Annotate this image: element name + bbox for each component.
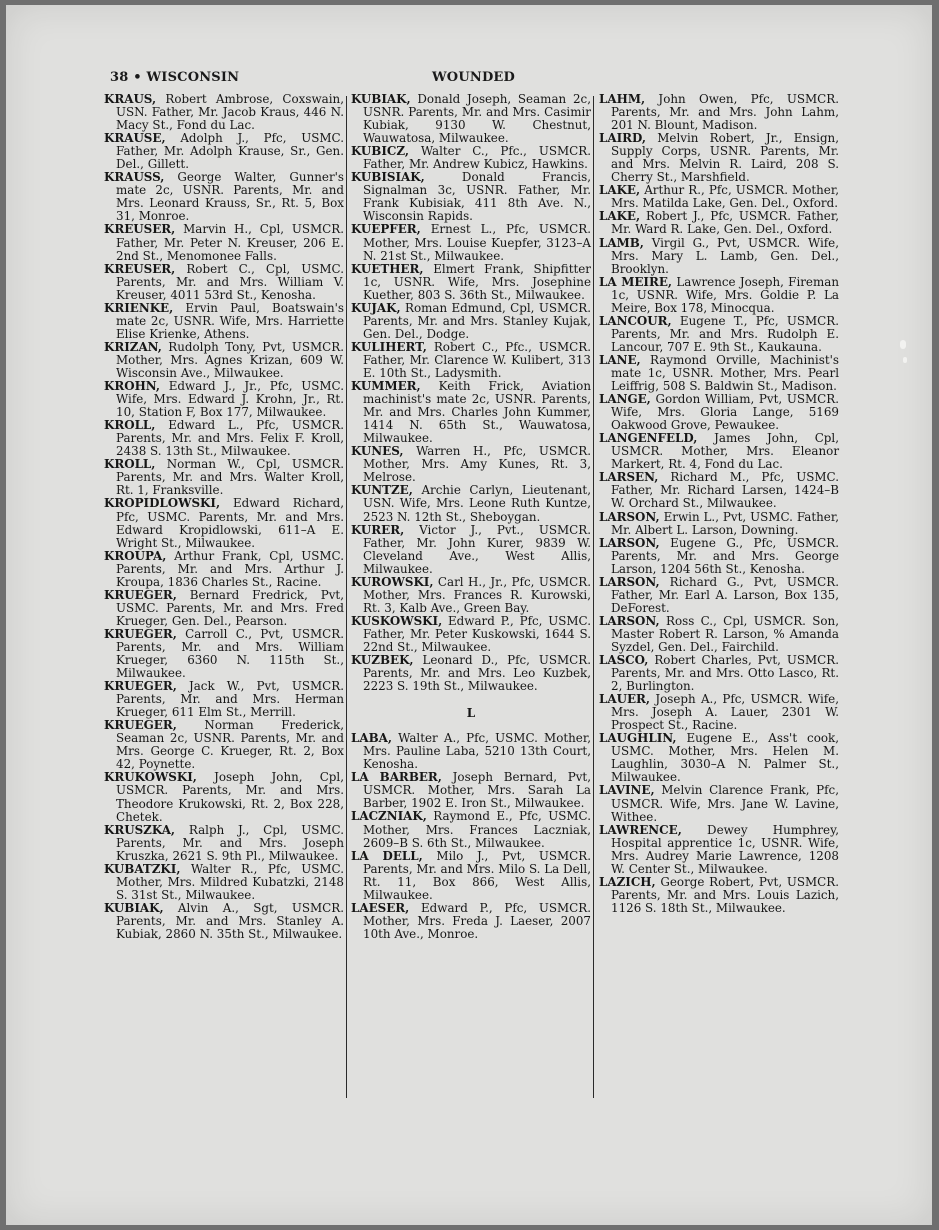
casualty-entry [351,223,591,262]
entry-details: Arthur R., Pfc, USMCR. Mother, Mrs. Matilda Lake, Gen. Del., Oxford. [611,183,839,211]
surname: LAUGHLIN, [599,731,677,746]
column-2 [351,93,591,941]
casualty-entry [104,223,344,262]
surname: LARSON, [599,509,660,524]
entry-details: Keith Frick, Aviation machinist's mate 2c, USNR. Parents, Mr. and Mrs. Charles John Kummer, 1414 N. 65th St., Wauwatosa, Milwaukee. [363,379,591,446]
casualty-entry [599,237,839,276]
surname: KRAUS, [104,92,157,106]
surname: KROLL, [104,418,156,433]
casualty-entry [104,93,344,132]
entry-details: Raymond E., Pfc, USMC. Mother, Mrs. Frances Laczniak, 2609–B S. 6th St., Milwaukee. [363,809,591,850]
entry-details: Alvin A., Sgt, USMCR. Parents, Mr. and Mrs. Stanley A. Kubiak, 2860 N. 35th St., Milwaukee. [116,900,344,941]
entry-details: Robert J., Pfc, USMCR. Father, Mr. Ward R. Lake, Gen. Del., Oxford. [611,209,839,237]
casualty-entry [351,171,591,223]
entry-details: John Owen, Pfc, USMCR. Parents, Mr. and Mrs. John Lahm, 201 N. Blount, Madison. [611,92,839,133]
surname: LA MEIRE, [599,274,673,289]
casualty-entry [599,184,839,210]
casualty-entry [351,732,591,771]
entry-details: Melvin Robert, Jr., Ensign, Supply Corps, USNR. Parents, Mr. and Mrs. Melvin R. Laird, 208 S. Cherry St., Marshfield. [611,131,839,185]
entry-details: Robert C., Cpl, USMC. Parents, Mr. and Mrs. William V. Kreuser, 4011 53rd St., Kenosha. [116,261,344,302]
casualty-entry [599,732,839,784]
surname: KROHN, [104,379,161,394]
surname: KUBICZ, [351,144,409,159]
surname: KUNES, [351,444,404,459]
state-name: WISCONSIN [146,70,240,85]
casualty-entry [104,497,344,549]
casualty-entry [599,876,839,915]
entry-details: Raymond Orville, Machinist's mate 1c, USNR. Mother, Mrs. Pearl Leiffrig, 508 S. Baldwin St., Madison. [611,352,839,394]
surname: KUEPFER, [351,222,421,237]
entry-details: Joseph Bernard, Pvt, USMCR. Mother, Mrs. Sarah La Barber, 1902 E. Iron St., Milwaukee. [363,770,591,811]
casualty-entry [104,132,344,171]
entry-details: Walter C., Pfc., USMCR. Father, Mr. Andrew Kubicz, Hawkins. [363,144,591,172]
surname: KUBATZKI, [104,861,181,876]
surname: KULIHERT, [351,339,427,354]
entry-details: Elmert Frank, Shipfitter 1c, USNR. Wife, Mrs. Josephine Kuether, 803 S. 36th St., Milwaukee. [363,261,591,302]
casualty-entry [599,354,839,393]
casualty-entry [599,824,839,876]
surname: LAZICH, [599,874,656,889]
page-header-left [110,70,239,85]
entry-details: Robert C., Pfc., USMCR. Father, Mr. Clarence W. Kulibert, 313 E. 10th St., Ladysmith. [363,339,591,380]
surname: LAKE, [599,209,641,224]
entry-details: Donald Joseph, Seaman 2c, USNR. Parents, Mr. and Mrs. Casimir Kubiak, 9130 W. Chestnut, Wauwatosa, Milwaukee. [363,92,591,146]
surname: KUROWSKI, [351,574,434,589]
entry-details: Edward L., Pfc, USMCR. Parents, Mr. and Mrs. Felix F. Kroll, 2438 S. 13th St., Milwaukee. [116,418,344,459]
entry-details: Walter A., Pfc, USMC. Mother, Mrs. Pauline Laba, 5210 13th Court, Kenosha. [363,731,591,772]
casualty-entry [104,771,344,823]
entry-details: Warren H., Pfc, USMCR. Mother, Mrs. Amy Kunes, Rt. 3, Melrose. [363,444,591,485]
casualty-entry [599,784,839,823]
surname: KRUEGER, [104,626,177,641]
casualty-entry [104,550,344,589]
casualty-entry [104,824,344,863]
surname: LAESER, [351,900,410,915]
entry-details: Erwin L., Pvt, USMC. Father, Mr. Albert L. Larson, Downing. [611,509,839,537]
entry-details: Donald Francis, Signalman 3c, USNR. Father, Mr. Frank Kubisiak, 411 8th Ave. N., Wisconsin Rapids. [363,170,591,224]
section-letter: L [466,706,476,721]
entry-details: Eugene E., Ass't cook, USMC. Mother, Mrs. Helen M. Laughlin, 3030–A N. Palmer St., Milwaukee. [611,731,839,785]
casualty-entry [599,393,839,432]
page-number: 38 [110,70,129,85]
entry-details: Archie Carlyn, Lieutenant, USN. Wife, Mrs. Leone Ruth Kuntze, 2523 N. 12th St., Sheboygan. [363,483,591,524]
surname: LARSON, [599,613,660,628]
casualty-entry [599,132,839,184]
entry-details: Rudolph Tony, Pvt, USMCR. Mother, Mrs. Agnes Krizan, 609 W. Wisconsin Ave., Milwaukee. [116,339,344,380]
surname: KUBIAK, [104,900,164,915]
surname: KREUSER, [104,222,176,237]
entry-details: Marvin H., Cpl, USMCR. Father, Mr. Peter N. Kreuser, 206 E. 2nd St., Menomonee Falls. [116,222,344,263]
casualty-entry [351,902,591,941]
casualty-entry [104,719,344,771]
entry-details: Eugene G., Pfc, USMCR. Parents, Mr. and Mrs. George Larson, 1204 56th St., Kenosha. [611,535,839,576]
casualty-entry [599,210,839,236]
casualty-entry [351,810,591,849]
surname: KRAUSS, [104,170,165,185]
surname: LA BARBER, [351,770,442,785]
entry-details: Virgil G., Pvt, USMCR. Wife, Mrs. Mary L. Lamb, Gen. Del., Brooklyn. [611,235,839,276]
entry-details: Leonard D., Pfc, USMCR. Parents, Mr. and Mrs. Leo Kuzbek, 2223 S. 19th St., Milwaukee. [363,653,591,694]
casualty-entry [599,93,839,132]
surname: LANE, [599,352,641,367]
paper-blemish [903,357,907,363]
entry-details: Richard G., Pvt, USMCR. Father, Mr. Earl A. Larson, Box 135, DeForest. [611,574,839,615]
surname: KRUEGER, [104,679,177,694]
entry-details: Bernard Fredrick, Pvt, USMC. Parents, Mr. and Mrs. Fred Krueger, Gen. Del., Pearson. [116,587,344,628]
entry-details: Walter R., Pfc, USMC. Mother, Mrs. Mildred Kubatzki, 2148 S. 31st St., Milwaukee. [116,861,344,902]
surname: KURER, [351,522,405,537]
surname: KUNTZE, [351,483,413,498]
entry-details: Roman Edmund, Cpl, USMCR. Parents, Mr. and Mrs. Stanley Kujak, Gen. Del., Dodge. [363,300,591,341]
entry-details: Edward J., Jr., Pfc, USMC. Wife, Mrs. Edward J. Krohn, Jr., Rt. 10, Station F, Box 177, Milwaukee. [116,379,344,420]
casualty-entry [351,484,591,523]
entry-details: Eugene T., Pfc, USMCR. Parents, Mr. and Mrs. Rudolph E. Lancour, 707 E. 9th St., Kaukauna. [611,313,839,354]
surname: KRUSZKA, [104,822,176,837]
entry-details: Ernest L., Pfc, USMCR. Mother, Mrs. Louise Kuepfer, 3123–A N. 21st St., Milwaukee. [363,222,591,263]
casualty-entry [104,263,344,302]
surname: LANGENFELD, [599,431,698,446]
casualty-entry [104,680,344,719]
surname: KUSKOWSKI, [351,613,443,628]
surname: KROPIDLOWSKI, [104,496,221,511]
entry-details: Gordon William, Pvt, USMCR. Wife, Mrs. Gloria Lange, 5169 Oakwood Grove, Pewaukee. [611,392,839,433]
casualty-entry [599,576,839,615]
casualty-entry [351,771,591,810]
casualty-entry [599,615,839,654]
surname: KUMMER, [351,379,421,394]
entry-details: George Walter, Gunner's mate 2c, USNR. Parents, Mr. and Mrs. Leonard Krauss, Sr., Rt. 5, Box 31, Monroe. [116,170,344,224]
surname: LARSON, [599,535,660,550]
casualty-entry [599,511,839,537]
casualty-entry [104,589,344,628]
entry-details: Ross C., Cpl, USMCR. Son, Master Robert R. Larson, % Amanda Syzdel, Gen. Del., Fairchild. [611,613,839,654]
entry-details: George Robert, Pvt, USMCR. Parents, Mr. and Mrs. Louis Lazich, 1126 S. 18th St., Milwaukee. [611,874,839,915]
surname: LANCOUR, [599,313,672,328]
casualty-entry [351,341,591,380]
casualty-entry [351,302,591,341]
entry-details: Carroll C., Pvt, USMCR. Parents, Mr. and Mrs. William Krueger, 6360 N. 115th St., Milwaukee. [116,626,344,681]
surname: LANGE, [599,392,651,407]
casualty-entry [104,171,344,223]
surname: LABA, [351,731,393,746]
entry-details: Ervin Paul, Boatswain's mate 2c, USNR. Wife, Mrs. Harriette Elise Krienke, Athens. [116,300,344,341]
casualty-entry [104,902,344,941]
casualty-entry [351,654,591,693]
surname: KRIZAN, [104,339,162,354]
surname: KUJAK, [351,300,401,315]
surname: LAIRD, [599,131,647,146]
entry-details: Norman Frederick, Seaman 2c, USNR. Parents, Mr. and Mrs. George C. Krueger, Rt. 2, Box 42, Poynette. [116,718,344,772]
entry-details: Edward P., Pfc, USMCR. Mother, Mrs. Freda J. Laeser, 2007 10th Ave., Monroe. [363,900,591,941]
column-1 [104,93,344,941]
section-title: WOUNDED [432,70,515,85]
surname: KREUSER, [104,261,176,276]
surname: KRUEGER, [104,587,177,602]
surname: KRIENKE, [104,300,174,315]
surname: LAMB, [599,235,644,250]
casualty-entry [599,693,839,732]
surname: LAUER, [599,692,651,707]
casualty-entry [104,863,344,902]
entry-details: Adolph J., Pfc, USMC. Father, Mr. Adolph Krause, Sr., Gen. Del., Gillett. [116,131,344,172]
casualty-entry [351,850,591,902]
surname: LARSEN, [599,470,659,485]
surname: KRUKOWSKI, [104,770,197,785]
casualty-entry [351,380,591,445]
entry-details: James John, Cpl, USMCR. Mother, Mrs. Eleanor Markert, Rt. 4, Fond du Lac. [611,431,839,472]
surname: LA DELL, [351,848,423,863]
casualty-entry [104,419,344,458]
surname: LAVINE, [599,783,655,798]
surname: KUZBEK, [351,653,414,668]
separator-bullet: • [133,70,142,85]
casualty-entry [104,380,344,419]
entry-details: Arthur Frank, Cpl, USMC. Parents, Mr. and Mrs. Arthur J. Kroupa, 1836 Charles St., Racine. [116,548,344,589]
casualty-entry [351,145,591,171]
surname: LARSON, [599,574,660,589]
paper-blemish [900,340,906,349]
casualty-entry [599,654,839,693]
casualty-entry [104,341,344,380]
entry-details: Dewey Humphrey, Hospital apprentice 1c, USNR. Wife, Mrs. Audrey Marie Lawrence, 1208 W. Center St., Milwaukee. [611,822,839,876]
entry-details: Edward P., Pfc, USMC. Father, Mr. Peter Kuskowski, 1644 S. 22nd St., Milwaukee. [363,613,591,654]
surname: KUBIAK, [351,92,411,106]
surname: KRUEGER, [104,718,177,733]
casualty-entry [104,628,344,680]
surname: LAKE, [599,183,641,198]
casualty-entry [351,576,591,615]
surname: LAWRENCE, [599,822,682,837]
casualty-entry [599,537,839,576]
surname: KUBISIAK, [351,170,425,185]
entry-details: Edward Richard, Pfc, USMC. Parents, Mr. and Mrs. Edward Kropidlowski, 611–A E. Wright St., Milwaukee. [116,496,344,550]
casualty-entry [351,524,591,576]
surname: LASCO, [599,653,649,668]
casualty-entry [599,471,839,510]
entry-details: Robert Charles, Pvt, USMCR. Parents, Mr. and Mrs. Otto Lasco, Rt. 2, Burlington. [611,653,839,694]
page-header [110,70,840,88]
entry-details: Norman W., Cpl, USMCR. Parents, Mr. and Mrs. Walter Kroll, Rt. 1, Franksville. [116,457,344,498]
column-rule [346,96,347,1098]
casualty-entry [599,276,839,315]
entry-details: Carl H., Jr., Pfc, USMCR. Mother, Mrs. Frances R. Kurowski, Rt. 3, Kalb Ave., Green Bay. [363,574,591,615]
entry-details: Richard M., Pfc, USMC. Father, Mr. Richard Larsen, 1424–B W. Orchard St., Milwaukee. [611,470,839,511]
surname: LACZNIAK, [351,809,427,824]
casualty-entry [351,263,591,302]
entry-details: Ralph J., Cpl, USMC. Parents, Mr. and Mrs. Joseph Kruszka, 2621 S. 9th Pl., Milwaukee. [116,822,344,863]
entry-details: Jack W., Pvt, USMCR. Parents, Mr. and Mrs. Herman Krueger, 611 Elm St., Merrill. [116,679,344,720]
casualty-entry [104,458,344,497]
surname: KROUPA, [104,548,167,563]
surname: KRAUSE, [104,131,166,146]
casualty-entry [599,432,839,471]
entry-details: Milo J., Pvt, USMCR. Parents, Mr. and Mrs. Milo S. La Dell, Rt. 11, Box 866, West Allis, Milwaukee. [363,848,591,902]
casualty-entry [351,93,591,145]
casualty-entry [104,302,344,341]
casualty-entry [599,315,839,354]
column-3 [599,93,839,915]
column-rule [593,96,594,1098]
casualty-entry [351,615,591,654]
entry-details: Victor J., Pvt., USMCR. Father, Mr. John Kurer, 9839 W. Cleveland Ave., West Allis, Milwaukee. [363,522,591,576]
surname: KROLL, [104,457,156,472]
surname: LAHM, [599,92,646,106]
casualty-entry [351,445,591,484]
entry-details: Lawrence Joseph, Fireman 1c, USNR. Wife, Mrs. Goldie P. La Meire, Box 178, Minocqua. [611,274,839,315]
surname: KUETHER, [351,261,424,276]
entry-details: Joseph A., Pfc, USMCR. Wife, Mrs. Joseph A. Lauer, 2301 W. Prospect St., Racine. [611,692,839,733]
entry-details: Robert Ambrose, Coxswain, USN. Father, Mr. Jacob Kraus, 446 N. Macy St., Fond du Lac. [116,92,344,133]
entry-details: Joseph John, Cpl, USMCR. Parents, Mr. and Mrs. Theodore Krukowski, Rt. 2, Box 228, Chetek. [116,770,344,824]
entry-details: Melvin Clarence Frank, Pfc, USMCR. Wife, Mrs. Jane W. Lavine, Withee. [611,783,839,824]
